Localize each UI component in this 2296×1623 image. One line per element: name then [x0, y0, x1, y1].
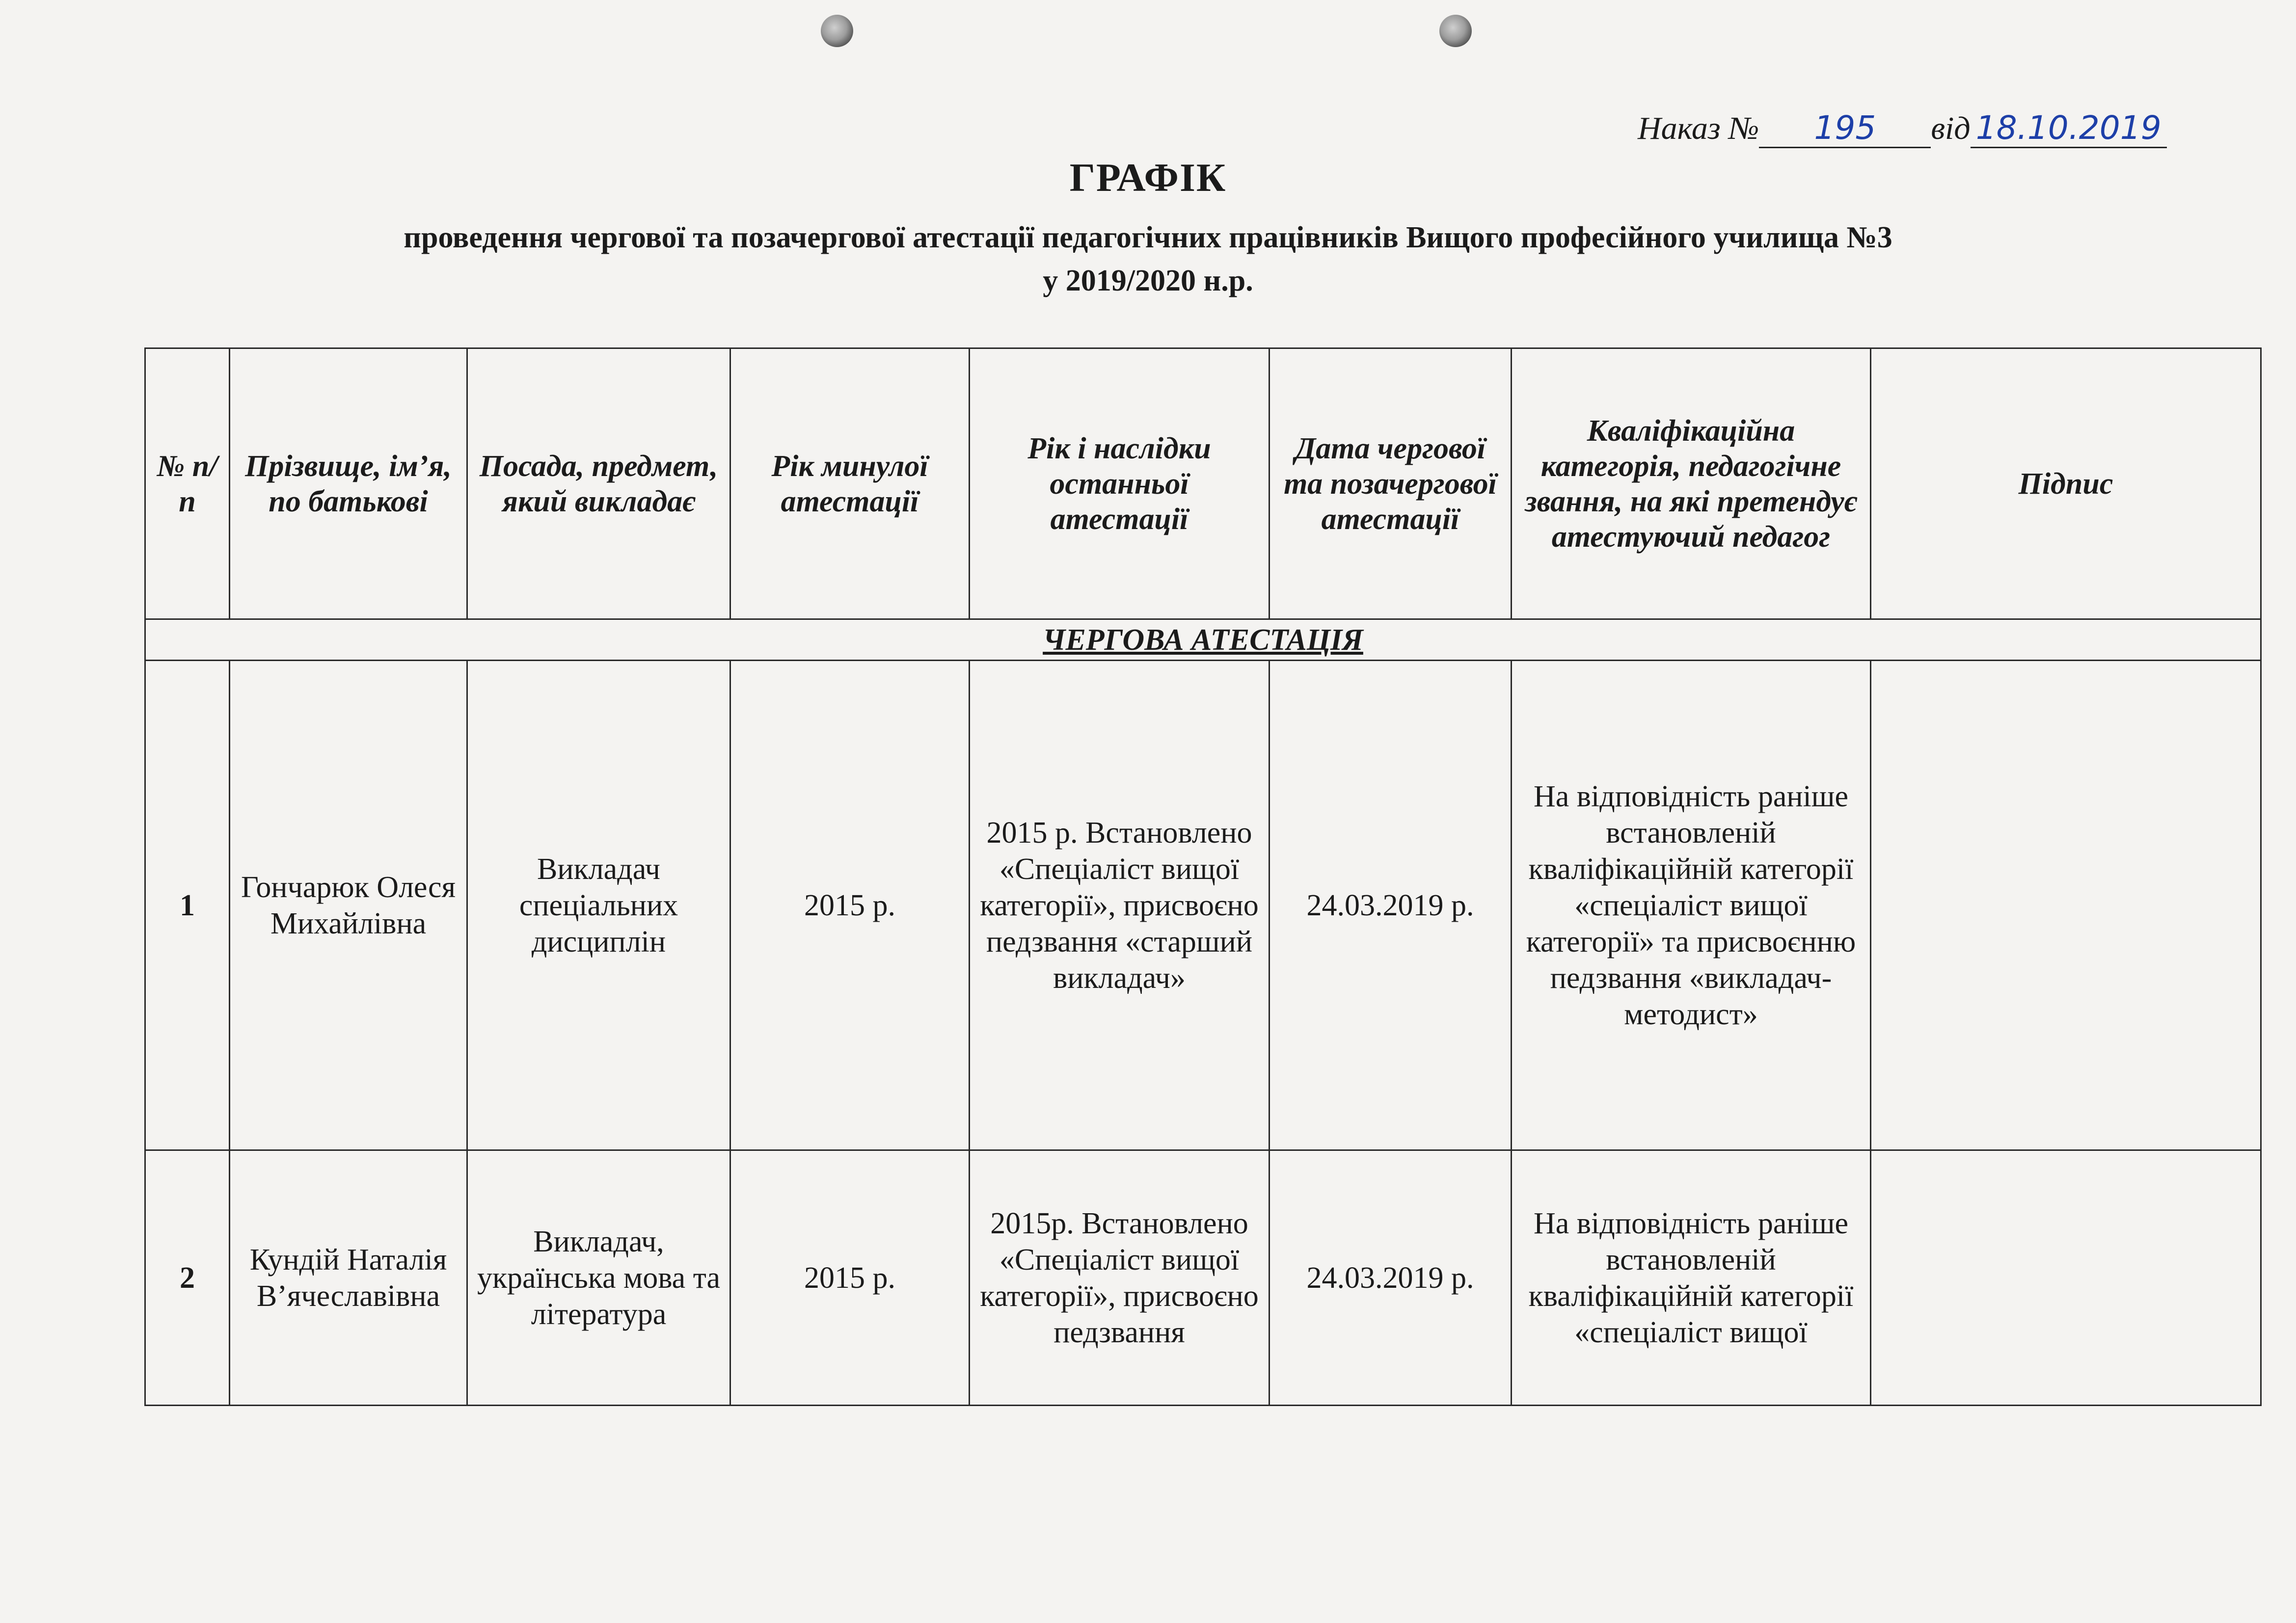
header-number: № п/п — [145, 348, 230, 619]
row-signature — [1871, 1150, 2261, 1406]
row-category: На відповідність раніше встановленій кваліфікаційній категорії «спеціаліст вищої — [1512, 1150, 1871, 1406]
row-position: Викладач спеціальних дисциплін — [467, 661, 730, 1150]
row-name: Кундій Наталія В’ячеславівна — [230, 1150, 467, 1406]
order-date: 18.10.2019 — [1971, 109, 2167, 148]
header-name: Прізвище, ім’я, по батькові — [230, 348, 467, 619]
order-from-label: від — [1931, 110, 1971, 146]
row-date: 24.03.2019 р. — [1270, 1150, 1512, 1406]
table-header-row — [145, 348, 2261, 619]
row-last-year: 2015 р. — [730, 1150, 970, 1406]
document-title: ГРАФІК — [1069, 155, 1227, 200]
order-prefix: Наказ № — [1638, 110, 1759, 146]
row-position: Викладач, українська мова та література — [467, 1150, 730, 1406]
order-reference — [1638, 109, 2167, 148]
punch-hole-left — [821, 15, 853, 47]
row-date: 24.03.2019 р. — [1270, 661, 1512, 1150]
row-number: 1 — [145, 661, 230, 1150]
header-last-year: Рік минулої атестації — [730, 348, 970, 619]
row-category: На відповідність раніше встановленій кваліфікаційній категорії «спеціаліст вищої категорії» та присвоєнню педзвання «викладач-методист» — [1512, 661, 1871, 1150]
header-date: Дата чергової та позачергової атестації — [1270, 348, 1512, 619]
row-last-year: 2015 р. — [730, 661, 970, 1150]
subtitle-line-2: у 2019/2020 н.р. — [1043, 264, 1253, 297]
punch-hole-right — [1439, 15, 1472, 47]
row-last-result: 2015р. Встановлено «Спеціаліст вищої категорії», присвоєно педзвання — [970, 1150, 1270, 1406]
row-last-result: 2015 р. Встановлено «Спеціаліст вищої категорії», присвоєно педзвання «старший викладач» — [970, 661, 1270, 1150]
header-position: Посада, предмет, який викладає — [467, 348, 730, 619]
order-number: 195 — [1759, 109, 1931, 148]
header-category: Кваліфікаційна категорія, педагогічне звання, на які претендує атестуючий педагог — [1512, 348, 1871, 619]
section-row — [145, 619, 2261, 661]
table-row — [145, 661, 2261, 1150]
document-subtitle — [0, 216, 2296, 302]
header-last-result: Рік і наслідки останньої атестації — [970, 348, 1270, 619]
row-name: Гончарюк Олеся Михайлівна — [230, 661, 467, 1150]
header-signature: Підпис — [1871, 348, 2261, 619]
section-label: ЧЕРГОВА АТЕСТАЦІЯ — [145, 619, 2261, 661]
attestation-table — [144, 347, 2262, 1406]
row-number: 2 — [145, 1150, 230, 1406]
table-row — [145, 1150, 2261, 1406]
row-signature — [1871, 661, 2261, 1150]
subtitle-line-1: проведення чергової та позачергової атестації педагогічних працівників Вищого професійного училища №3 — [404, 221, 1892, 254]
